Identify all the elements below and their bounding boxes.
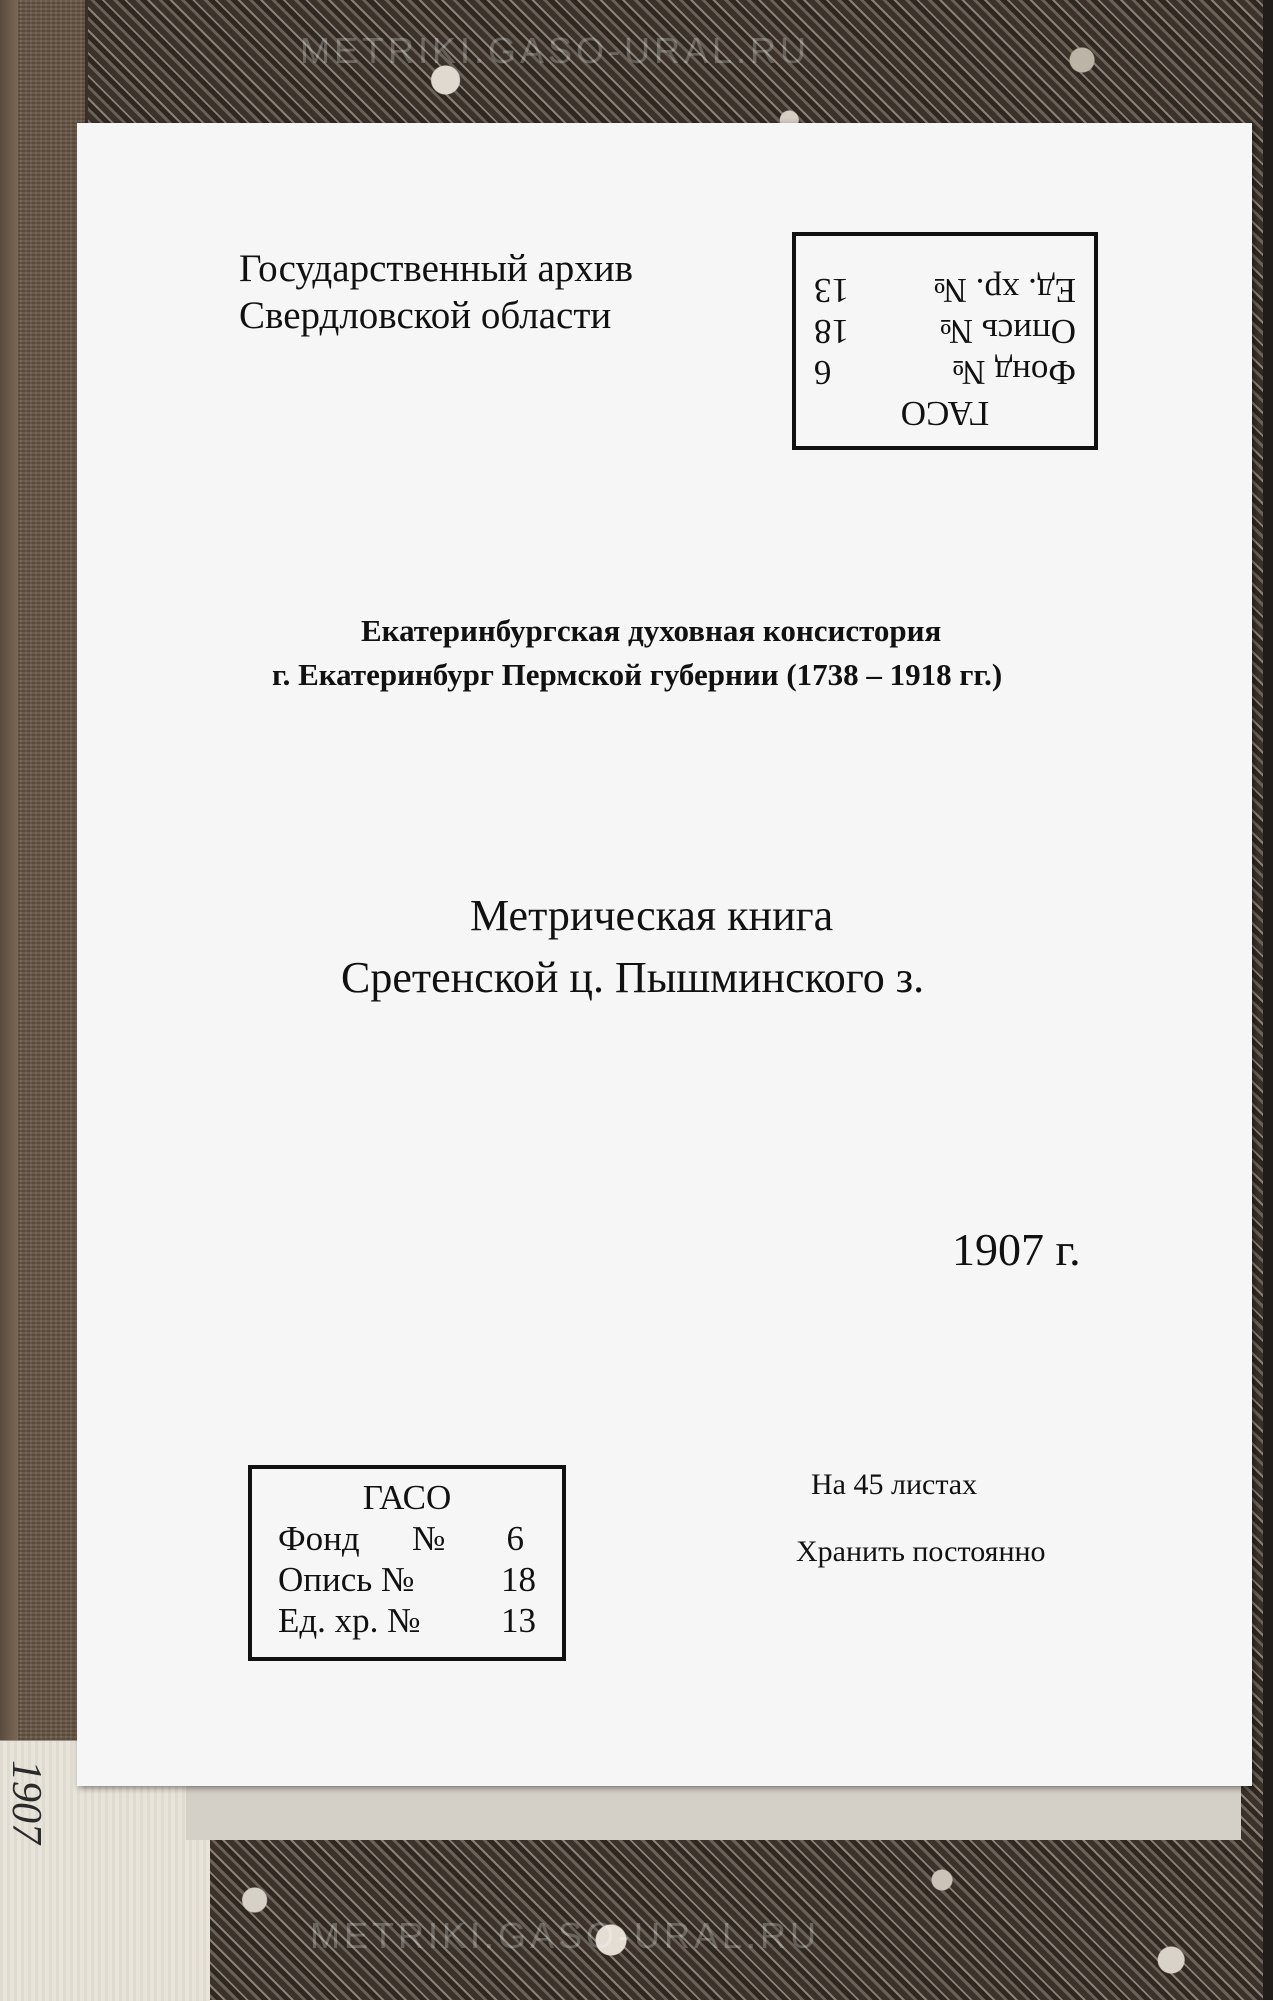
stamp-fond-label: Фонд xyxy=(278,1519,360,1558)
storage-term: Хранить постоянно xyxy=(796,1535,1046,1568)
consistory-line1: Екатеринбургская духовная консистория xyxy=(361,613,942,648)
stamp-ed-value: 13 xyxy=(501,1601,536,1640)
stamp-inverted-opis xyxy=(814,311,1076,352)
stamp-inverted-fond-value: 6 xyxy=(814,353,832,392)
cover-right-edge xyxy=(1263,0,1273,2000)
stamp-fond-sign: № xyxy=(412,1519,446,1558)
archive-name-line1: Государственный архив xyxy=(239,247,634,290)
stamp-inverted-opis-value: 18 xyxy=(814,312,849,351)
underlying-page xyxy=(186,1780,1241,1840)
stamp-inverted-opis-label: Опись № xyxy=(939,312,1076,351)
stamp-ed-label: Ед. хр. № xyxy=(278,1601,421,1640)
stamp-inverted-ed-label: Ед. хр. № xyxy=(933,271,1076,310)
stamp-inverted-ed xyxy=(814,270,1076,311)
stamp-inverted-fond xyxy=(814,352,1076,393)
stamp-fond-value: 6 xyxy=(506,1519,524,1558)
stamp-opis-value: 18 xyxy=(501,1560,536,1599)
stamp-inverted-ed-value: 13 xyxy=(814,271,849,310)
watermark-top: METRIKI.GASO-URAL.RU xyxy=(300,30,811,71)
stamp-inverted-title: ГАСО xyxy=(900,394,990,433)
stamp-opis xyxy=(278,1559,536,1600)
sheet-count: На 45 листах xyxy=(811,1468,978,1501)
watermark-bottom: METRIKI.GASO-URAL.RU xyxy=(310,1915,821,1956)
stamp-inverted-fond-label: Фонд № xyxy=(952,353,1076,392)
book-title-line1: Метрическая книга xyxy=(470,891,834,940)
stamp-ed xyxy=(278,1600,536,1641)
consistory-line2: г. Екатеринбург Пермской губернии (1738 – 1918 гг.) xyxy=(272,657,1003,692)
archive-stamp xyxy=(248,1465,566,1661)
spine-label-text: 1907 xyxy=(3,1760,49,1844)
title-sheet xyxy=(77,123,1252,1786)
stamp-fond xyxy=(278,1518,536,1559)
book-year: 1907 г. xyxy=(952,1224,1081,1275)
stamp-title: ГАСО xyxy=(362,1478,452,1517)
archive-stamp-inverted xyxy=(792,232,1098,450)
archive-name-line2: Свердловской области xyxy=(239,294,612,337)
spine-edge xyxy=(0,0,18,2000)
book-title-line2: Сретенской ц. Пышминского з. xyxy=(341,953,925,1002)
stamp-opis-label: Опись № xyxy=(278,1560,415,1599)
